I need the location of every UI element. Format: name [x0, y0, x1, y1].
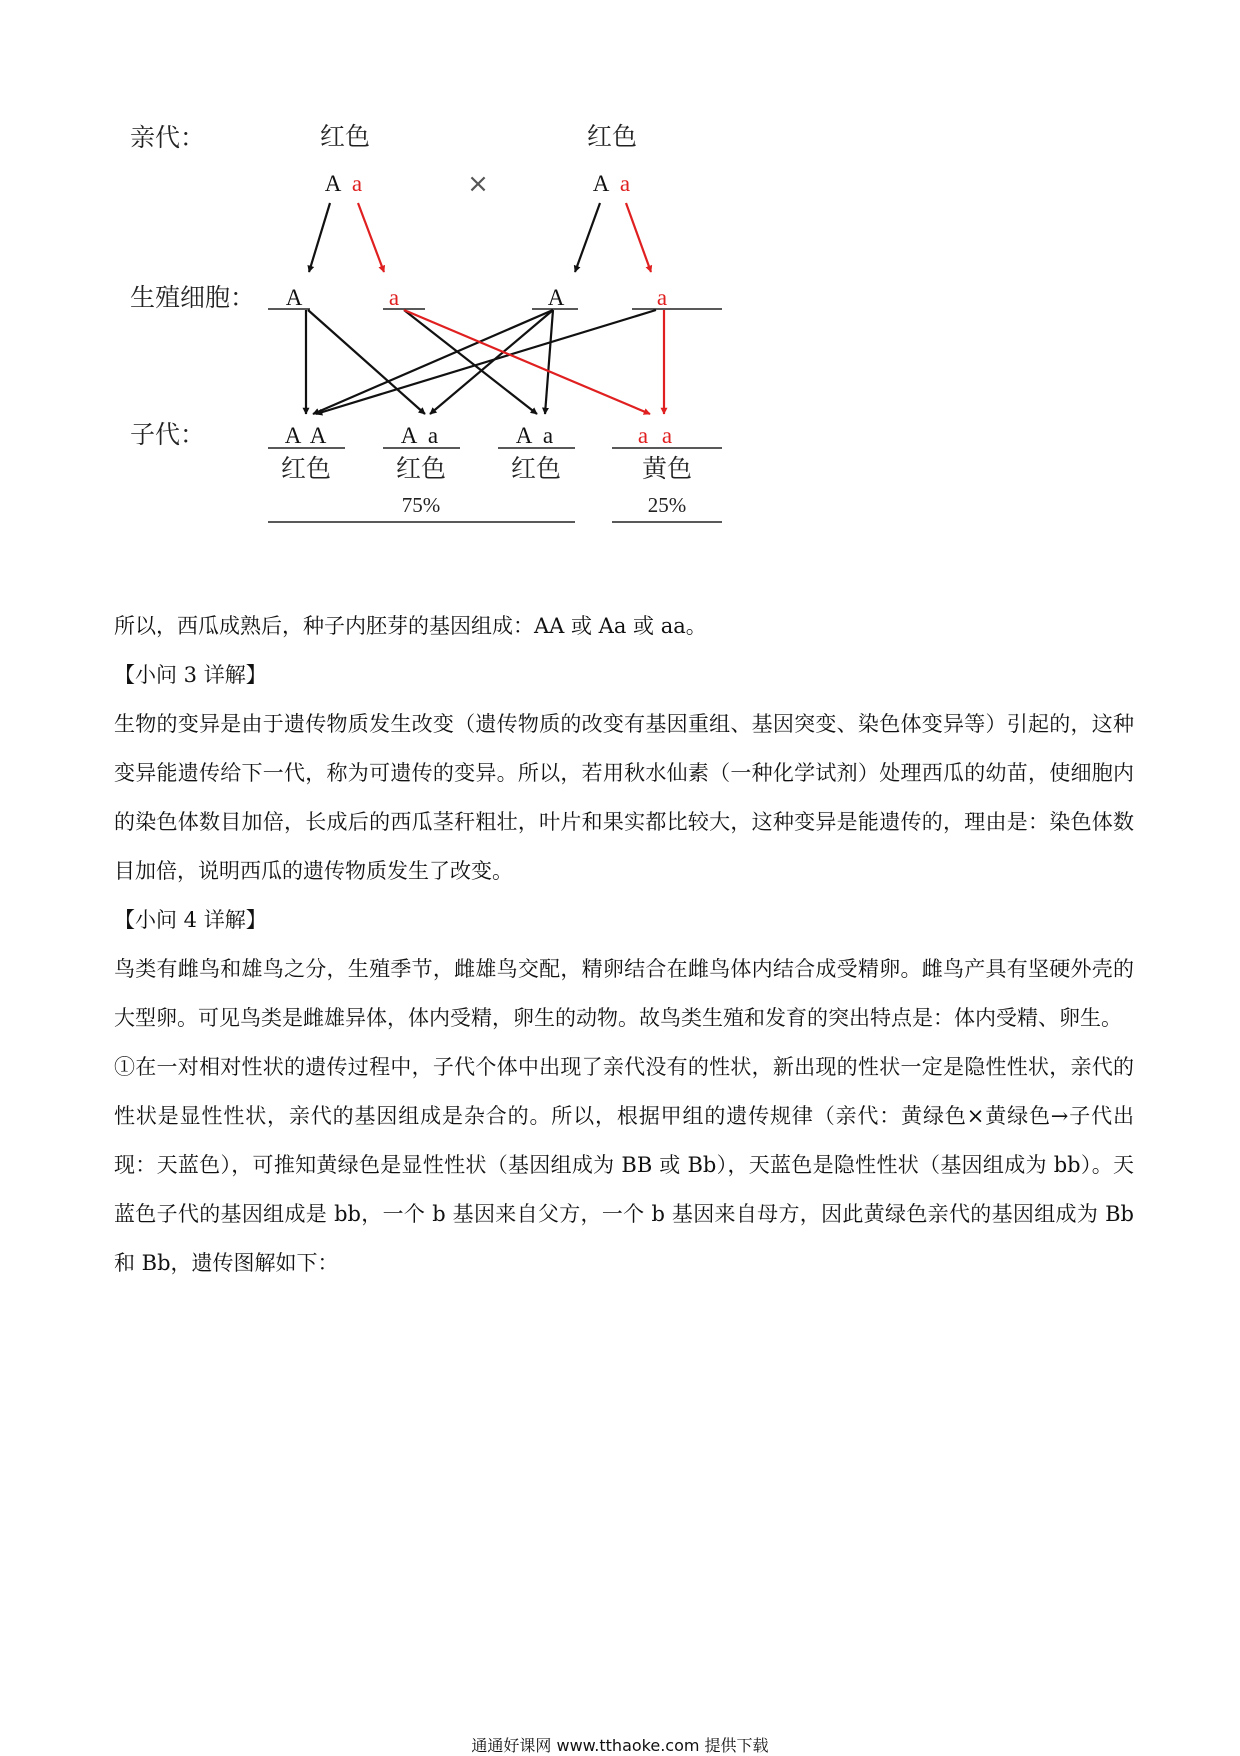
arrow-p2-to-gamete-a: [626, 203, 651, 272]
gamete-3: A: [547, 285, 565, 310]
offspring-2-allele-2: a: [427, 423, 439, 448]
offspring-1-allele-2: A: [309, 423, 327, 448]
ratio-yellow: 25%: [647, 493, 687, 517]
gamete-2: a: [388, 285, 400, 310]
offspring-3-phenotype: 红色: [510, 454, 562, 483]
parent-1-phenotype: 红色: [319, 122, 371, 151]
arrow-p1-to-gamete-A: [309, 203, 330, 272]
parent-row-label: 亲代：: [130, 123, 206, 152]
arrow-A2-to-Aa2: [545, 310, 553, 414]
parent-2-allele-recessive: a: [619, 171, 631, 196]
explanation-text: [114, 602, 1134, 1288]
parent-2-phenotype: 红色: [586, 122, 638, 151]
offspring-1-phenotype: 红色: [280, 454, 332, 483]
parent-2-allele-dominant: A: [592, 171, 610, 196]
offspring-3-allele-1: A: [515, 423, 533, 448]
offspring-4-allele-1: a: [637, 423, 649, 448]
arrow-p1-to-gamete-a: [358, 203, 384, 272]
parent-1-allele-dominant: A: [324, 171, 342, 196]
gamete-4: a: [656, 285, 668, 310]
paragraph-genotype-conclusion: 所以，西瓜成熟后，种子内胚芽的基因组成：AA 或 Aa 或 aa。: [114, 614, 707, 638]
paragraph-bird-reproduction: 鸟类有雌鸟和雄鸟之分，生殖季节，雌雄鸟交配，精卵结合在雌鸟体内结合成受精卵。雌鸟产具有坚硬外壳的大型卵。可见鸟类是雌雄异体，体内受精，卵生的动物。故鸟类生殖和发育的突出特点是：体内受精、卵生。: [114, 957, 1134, 1030]
heading-question-3: 【小问 3 详解】: [114, 663, 267, 687]
arrow-A2-to-Aa1: [430, 310, 553, 414]
gamete-1: A: [285, 285, 303, 310]
arrow-p2-to-gamete-A: [575, 203, 600, 272]
cross-symbol: ×: [467, 169, 489, 199]
genetic-cross-diagram: [0, 0, 1240, 560]
paragraph-variation: 生物的变异是由于遗传物质发生改变（遗传物质的改变有基因重组、基因突变、染色体变异等）引起的，这种变异能遗传给下一代，称为可遗传的变异。所以，若用秋水仙素（一种化学试剂）处理西瓜的幼苗，使细胞内的染色体数目加倍，长成后的西瓜茎秆粗壮，叶片和果实都比较大，这种变异是能遗传的，理由是：染色体数目加倍，说明西瓜的遗传物质发生了改变。: [114, 712, 1134, 883]
ratio-red: 75%: [401, 493, 441, 517]
gamete-row-label: 生殖细胞：: [130, 283, 256, 312]
offspring-2-phenotype: 红色: [395, 454, 447, 483]
offspring-4-allele-2: a: [661, 423, 673, 448]
offspring-row-label: 子代：: [130, 420, 206, 449]
offspring-2-allele-1: A: [400, 423, 418, 448]
offspring-4-phenotype: 黄色: [641, 454, 693, 483]
arrow-a1-to-aa: [404, 310, 650, 414]
offspring-1-allele-1: A: [284, 423, 302, 448]
heading-question-4: 【小问 4 详解】: [114, 908, 267, 932]
paragraph-trait-inheritance: ①在一对相对性状的遗传过程中，子代个体中出现了亲代没有的性状，新出现的性状一定是隐性性状，亲代的性状是显性性状，亲代的基因组成是杂合的。所以，根据甲组的遗传规律（亲代：黄绿色×黄绿色→子代出现：天蓝色），可推知黄绿色是显性性状（基因组成为 BB 或 Bb），天蓝色是隐性性状（基因组成为 bb）。天蓝色子代的基因组成是 bb，一个 b 基因来自父方，一个 b 基因来自母方，因此黄绿色亲代的基因组成为 Bb 和 Bb，遗传图解如下：: [114, 1055, 1134, 1275]
offspring-3-allele-2: a: [542, 423, 554, 448]
page-footer: 通通好课网 www.tthaoke.com 提供下载: [471, 1736, 769, 1755]
parent-1-allele-recessive: a: [351, 171, 363, 196]
